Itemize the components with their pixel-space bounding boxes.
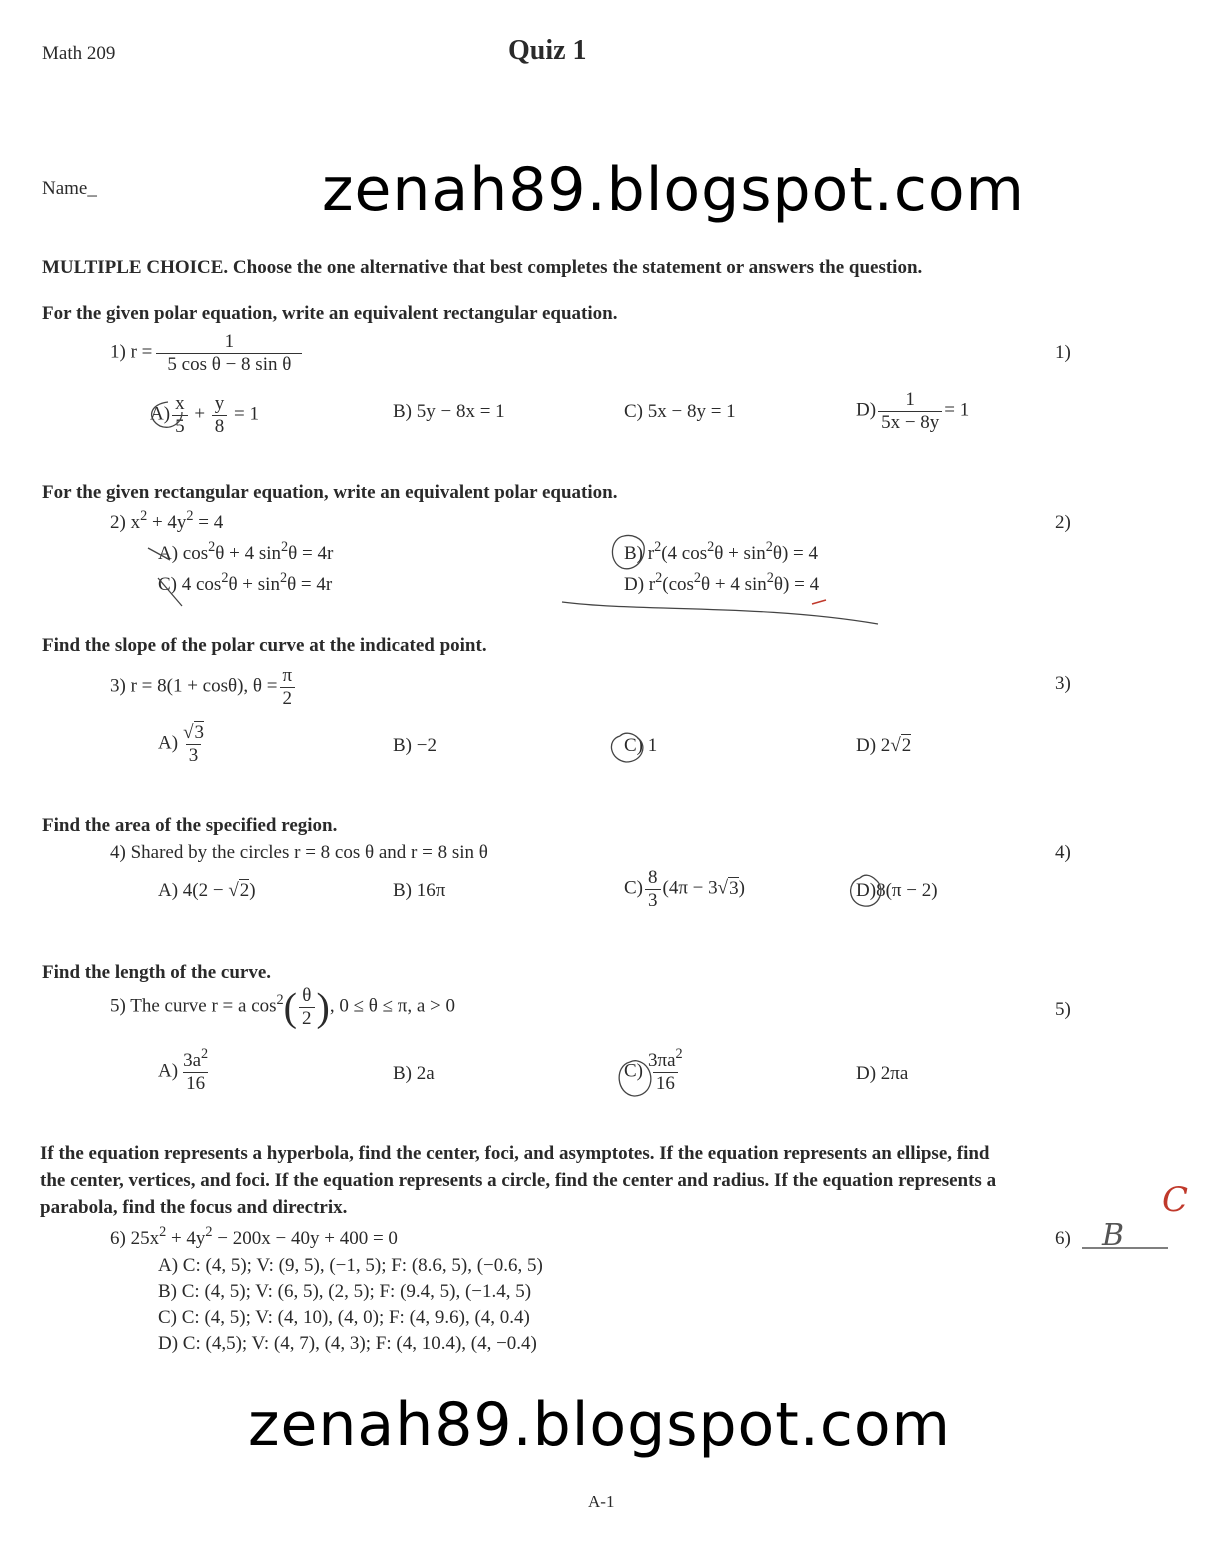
question-5: 5) The curve r = a $\cos^2$( $\frac{\theta}{2}$ ), 0 ≤ θ ≤ π, a > 0 [110,984,456,1030]
handwritten-correction-6: C [1162,1180,1189,1220]
q5-option-d[interactable]: D) 2πa [856,1063,909,1084]
section-heading-6-line-3: parabola, find the focus and directrix. [40,1197,348,1218]
question-4: 4) Shared by the circles r = 8 cos θ and r = 8 sin θ [110,842,488,863]
q3-option-d[interactable]: D) 2√2 [856,735,912,756]
q6-option-a[interactable]: A) C: (4, 5); V: (9, 5), (−1, 5); F: (8.6, 5), (−0.6, 5) [158,1255,543,1276]
question-1: 1) r = $\frac{1}{\text{5 cos θ − 8 sin θ}}$ [110,331,306,376]
answer-blank-3: 3) [1055,673,1071,694]
watermark-bottom: zenah89.blogspot.com [248,1390,951,1460]
section-heading-5: Find the length of the curve. [42,962,272,983]
answer-blank-1: 1) [1055,342,1071,363]
answer-blank-5: 5) [1055,999,1071,1020]
handwritten-answer-6: B [1102,1218,1125,1253]
answer-blank-6: 6) [1055,1228,1071,1249]
section-heading-3: Find the slope of the polar curve at the indicated point. [42,635,487,656]
q6-option-b[interactable]: B) C: (4, 5); V: (6, 5), (2, 5); F: (9.4, 5), (−1.4, 5) [158,1281,532,1302]
q1-option-b[interactable]: B) 5y − 8x = 1 [393,401,505,422]
section-heading-6-line-2: the center, vertices, and foci. If the equation represents a circle, find the center and radius. If the equation represents a [40,1170,997,1191]
section-heading-6-line-1: If the equation represents a hyperbola, find the center, foci, and asymptotes. If the equation represents an ellipse, find [40,1143,990,1164]
q5-option-a[interactable]: A) $\frac{3a^2}{16}$ [158,1046,209,1094]
question-2: 2) $x^2 + 4y^2 = 4$ [110,508,224,533]
q4-option-c[interactable]: C) $\frac{8}{3}$ (4π − 3√3) [624,867,745,911]
answer-blank-2: 2) [1055,512,1071,533]
q6-option-c[interactable]: C) C: (4, 5); V: (4, 10), (4, 0); F: (4, 9.6), (4, 0.4) [158,1307,530,1328]
red-tick-q2 [812,600,826,604]
section-heading-2: For the given rectangular equation, write an equivalent polar equation. [42,482,618,503]
q4-option-d[interactable]: D)8(π − 2) [856,880,938,901]
q3-option-a[interactable]: A) $\frac{√3}{3}$ [158,722,204,766]
course-label: Math 209 [42,43,116,64]
pencil-underline-q2 [562,602,878,624]
q1-option-a[interactable]: A) $\frac{x}{5}$ + $\frac{y}{8}$ = 1 [150,393,259,437]
section-heading-1: For the given polar equation, write an equivalent rectangular equation. [42,303,618,324]
answer-blank-4: 4) [1055,842,1071,863]
watermark-top: zenah89.blogspot.com [322,155,1025,225]
name-label: Name_ [42,178,97,199]
page-number: A-1 [588,1492,615,1511]
section-heading-4: Find the area of the specified region. [42,815,338,836]
q3-option-c[interactable]: C) 1 [624,735,658,756]
q1-option-c[interactable]: C) 5x − 8y = 1 [624,401,736,422]
q2-option-d[interactable]: D) $r^2(\cos^2\theta + 4$ $\sin^2\theta) = 4$ [624,570,820,595]
instructions: MULTIPLE CHOICE. Choose the one alternative that best completes the statement or answers the question. [42,257,923,278]
quiz-title: Quiz 1 [508,35,587,66]
q2-option-a[interactable]: A) $\cos^2\theta + 4$ $\sin^2\theta = 4r$ [158,539,334,564]
q4-option-a[interactable]: A) 4(2 − √2) [158,880,256,901]
q1-option-d[interactable]: D) $\frac{1}{5x - 8y}$ = 1 [856,389,970,433]
q6-option-d[interactable]: D) C: (4,5); V: (4, 7), (4, 3); F: (4, 10.4), (4, −0.4) [158,1333,537,1354]
question-6: 6) $25x^2 + 4y^2 - 200x - 40y + 400 = 0$ [110,1224,398,1249]
q5-option-c[interactable]: C) $\frac{3\pi a^2}{16}$ [624,1046,683,1094]
q4-option-b[interactable]: B) 16π [393,880,446,901]
q2-option-c[interactable]: C) 4 $\cos^2\theta + \sin^2\theta = 4r$ [158,570,333,595]
q2-option-b[interactable]: B) $r^2(4$ $\cos^2\theta + \sin^2\theta) = 4$ [624,539,819,564]
q5-option-b[interactable]: B) 2a [393,1063,435,1084]
q3-option-b[interactable]: B) −2 [393,735,437,756]
question-3: 3) r = 8(1 + cosθ), θ = $\frac{\pi}{2}$ [110,665,297,710]
